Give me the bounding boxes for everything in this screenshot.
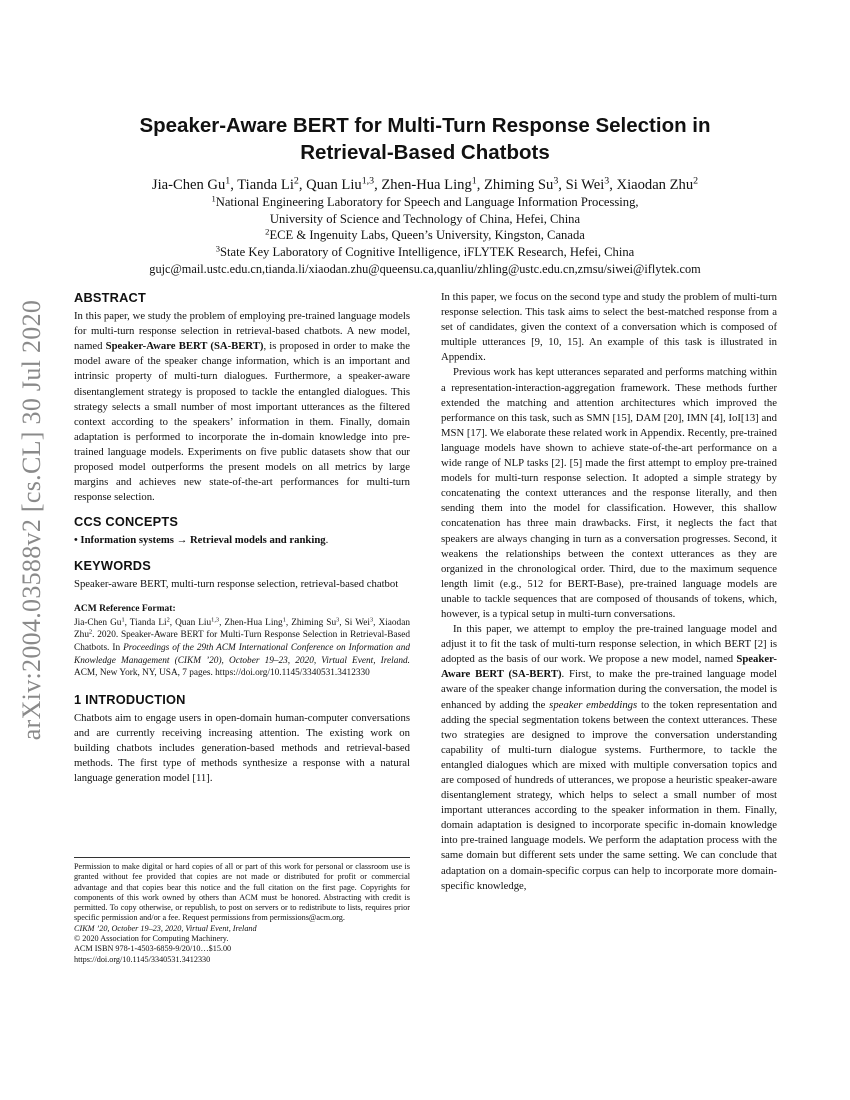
copyright-footnote [74,857,410,965]
author: Zhiming Su [484,177,554,193]
author: Xiaodan Zhu [616,177,694,193]
affiliation: $^2$ECE & Ingenuity Labs, Queen’s University, Kingston, Canada [265,226,585,242]
ccs-heading: CCS CONCEPTS [74,514,179,530]
author: Jia-Chen Gu [151,177,226,193]
author-list: Jia-Chen Gu$^1$, Tianda Li$^2$, Quan Liu$^{1,3}$, Zhen-Hua Ling$^1$, Zhiming Su$^3$, Si Wei$^3$, Xiaodan Zhu$^2$ [151,175,699,193]
author: Si Wei [565,177,605,193]
arxiv-identifier: arXiv:2004.03588v2 [cs.CL] 30 Jul 2020 [17,299,46,741]
author: Tianda Li [237,177,294,193]
keywords-heading: KEYWORDS [74,557,151,573]
ccs-concepts: • Information systems → Retrieval models and ranking. [74,534,329,547]
affiliation: University of Science and Technology of China, Hefei, China [269,211,581,226]
author-emails: gujc@mail.ustc.edu.cn,tianda.li/xiaodan.zhu@queensu.ca,quanliu/zhling@ustc.edu.cn,zmsu/siwei@iflytek.com [149,262,701,276]
conference-line: CIKM ’20, October 19–23, 2020, Virtual Event, Ireland [74,923,257,933]
author: Quan Liu [306,177,362,193]
permission-notice: Permission to make digital or hard copies of all or part of this work for personal or classroom use is granted without fee provided that copies are not made or distributed for profit or commercial advantage and that copies bear this notice and the full citation on the first page. Copyrights for components of this work owned by others than ACM must be honored. Abstracting with credit is permitted. To copy otherwise, or republish, to post on servers or to redistribute to lists, requires prior specific permission and/or a fee. Request permissions from permissions@acm.org. [74,862,410,923]
introduction-text: Chatbots aim to engage users in open-domain human-computer conversations and are currently receiving increasing attention. The existing work on building chatbots includes generation-based methods and retrieval-based methods. The first type of methods synthesize a response with a natural language generation model [11]. [74,711,410,785]
paragraph: In this paper, we attempt to employ the pre-trained language model and adjust it to fit the task of multi-turn response selection, in which BERT [2] is adopted as the basis of our work. We propose a new model, named Speaker-Aware BERT (SA-BERT). First, to make the pre-trained language model aware of the speaker change information during the conversation, the model is enhanced by adding the speaker embeddings to the token representation and adding the special segmentation tokens between the context utterances. These two strategies are designed to improve the conversation understanding capability of multi-turn dialogue systems. Furthermore, to tackle the entangled dialogues which are mixed with multiple conversation topics and are composed of hundreds of utterances, we propose a heuristic speaker-aware disentanglement strategy, which helps to select a small number of most important utterances according to the speaker information in them. Finally, domain adaptation is designed to incorporate specific in-domain knowledge into pre-trained language models. We perform the adaptation process with the same domain but different sets under the same setting. We can conclude that adaptation on a domain-specific corpus can help to incorporate more domain-specific knowledge, [441,623,777,892]
abstract-text: In this paper, we study the problem of employing pre-trained language models for multi-turn response selection in retrieval-based chatbots. A new model, named Speaker-Aware BERT (SA-BERT), is proposed in order to make the model aware of the speaker change information, which is an important and intrinsic property of multi-turn dialogues. Furthermore, a speaker-aware disentanglement strategy is proposed to tackle the entangled dialogues. This strategy selects a small number of most important utterances as the filtered context according to the speakers’ information in them. Finally, domain adaptation is performed to incorporate the in-domain knowledge into pre-trained language models. Experiments on five public datasets show that our proposed model outperforms the present models on all metrics by large margins and achieves new state-of-the-art performances for multi-turn response selection. [74,310,411,504]
arxiv-sidebar [8,300,56,740]
copyright-line: © 2020 Association for Computing Machinery. [74,934,229,944]
paper-header [70,112,780,278]
left-column [74,290,410,786]
affiliation: $^1$National Engineering Laboratory for Speech and Language Information Processing, [211,193,639,209]
paragraph: Previous work has kept utterances separated and performs matching within a representation-interaction-aggregation framework. These methods further extended the matching and attention architectures which improved the performance on this task, such as SMN [15], DAM [20], IMN [4], IoI[13] and MSN [17]. We elaborate these related work in Appendix. Recently, pre-trained language models have shown to achieve state-of-the-art performance on a wide range of NLP tasks [2]. [5] made the first attempt to employ pre-trained models for multi-turn response selection. It adopted a simple strategy by concatenating the context utterances and the response literally, and then sending them into the model for classification. However, this shallow concatenation has three main drawbacks. First, it neglects the fact that speakers are always changing in turn as a conversation progresses. Second, it weakens the relationships between the context utterances as they are organized in the chronological order. Third, due to the maximum sequence length limit (e.g., 512 for BERT-Base), pre-trained language models are unable to tackle sequences that are composed of thousands of tokens, which, however, is a typical setup in multi-turn conversations. [441,366,777,620]
acm-reference-heading: ACM Reference Format: [74,603,176,614]
paper-title: Speaker-Aware BERT for Multi-Turn Response Selection in Retrieval-Based Chatbots [139,114,711,164]
doi-link[interactable]: https://doi.org/10.1145/3340531.3412330 [74,954,211,964]
introduction-heading: 1 INTRODUCTION [74,691,186,707]
abstract-heading: ABSTRACT [74,290,146,305]
keywords-text: Speaker-aware BERT, multi-turn response selection, retrieval-based chatbot [74,577,399,590]
right-column [441,290,777,894]
acm-reference-text: Jia-Chen Gu$^1$, Tianda Li$^2$, Quan Liu$^{1,3}$, Zhen-Hua Ling$^1$, Zhiming Su$^3$, Si Wei$^3$, Xiaodan Zhu$^2$. 2020. Speaker-Aware BERT for Multi-Turn Response Selection in Retrieval-Based Chatbots. In Proceedings of the 29th ACM International Conference on Information and Knowledge Management (CIKM ’20), October 19–23, 2020, Virtual Event, Ireland. ACM, New York, NY, USA, 7 pages. https://doi.org/10.1145/3340531.3412330 [74,616,410,679]
paragraph: In this paper, we focus on the second type and study the problem of multi-turn response selection. This task aims to select the best-matched response from a set of candidates, given the context of a conversation which is composed of multiple utterances [9, 10, 15]. An example of this task is illustrated in Appendix. [441,291,777,364]
affiliation: $^3$State Key Laboratory of Cognitive Intelligence, iFLYTEK Research, Hefei, China [215,242,635,259]
isbn-line: ACM ISBN 978-1-4503-6859-9/20/10…$15.00 [74,944,232,954]
author: Zhen-Hua Ling [381,177,472,193]
